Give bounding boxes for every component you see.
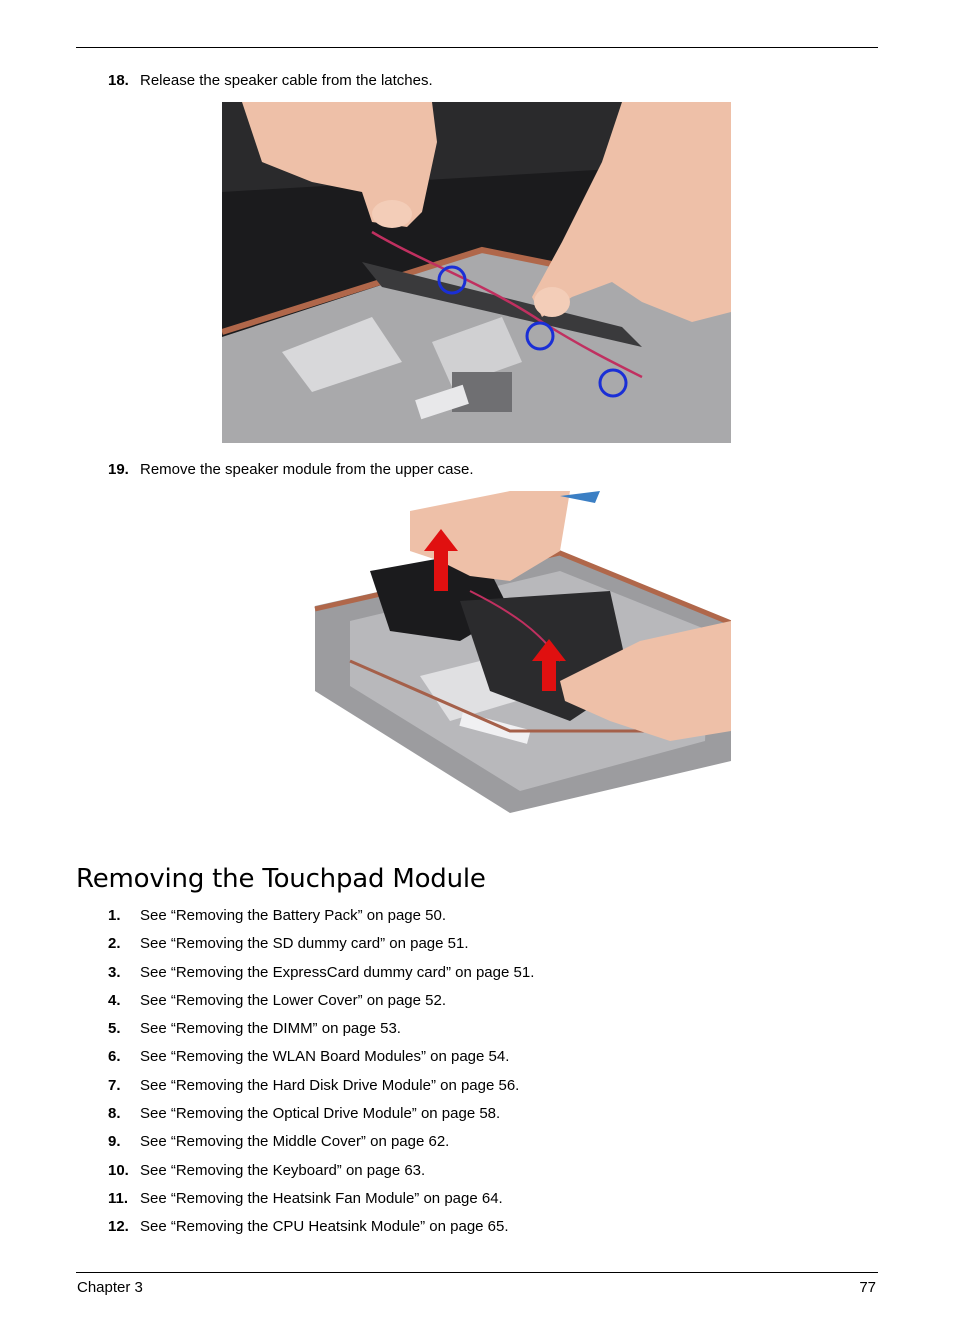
item-text: See “Removing the DIMM” on page 53. [140,1020,401,1038]
item-text: See “Removing the Heatsink Fan Module” on page 64. [140,1189,503,1207]
list-item [108,1190,534,1218]
step-19 [108,461,474,479]
list-item [108,1133,534,1161]
list-item [108,1077,534,1105]
list-item [108,1020,534,1048]
item-number: 7. [108,1076,121,1094]
item-number: 1. [108,907,121,924]
step-text: Remove the speaker module from the upper case. [140,461,474,478]
item-text: See “Removing the Lower Cover” on page 52. [140,991,447,1009]
item-text: See “Removing the Hard Disk Drive Module” on page 56. [140,1076,520,1094]
item-text: See “Removing the Battery Pack” on page 50. [140,907,447,924]
reference-list [108,907,534,1247]
item-text: See “Removing the WLAN Board Modules” on page 54. [140,1048,510,1066]
item-number: 9. [108,1133,121,1151]
step-18 [108,72,433,90]
item-number: 11. [108,1189,129,1207]
item-text: See “Removing the SD dummy card” on page 51. [140,935,469,953]
item-text: See “Removing the Middle Cover” on page 62. [140,1133,450,1151]
step-number: 19. [108,461,129,478]
step-text: Release the speaker cable from the latches. [140,72,433,89]
section-title: Removing the Touchpad Module [76,864,486,894]
list-item [108,907,534,935]
list-item [108,992,534,1020]
footer-page-number: 77 [859,1279,876,1296]
list-item [108,1162,534,1190]
item-number: 12. [108,1218,129,1236]
item-text: See “Removing the CPU Heatsink Module” on page 65. [140,1218,509,1236]
list-item [108,1048,534,1076]
speaker-cable-photo [222,102,731,443]
list-item [108,935,534,963]
list-item [108,1218,534,1246]
footer-rule [76,1272,878,1273]
item-number: 5. [108,1020,121,1038]
list-item [108,1105,534,1133]
step-number: 18. [108,72,129,89]
header-rule [76,47,878,48]
speaker-removal-photo [310,491,731,813]
item-text: See “Removing the Optical Drive Module” on page 58. [140,1105,501,1123]
item-text: See “Removing the Keyboard” on page 63. [140,1161,426,1179]
item-number: 4. [108,991,121,1009]
footer-chapter: Chapter 3 [77,1279,143,1296]
item-number: 2. [108,935,121,953]
item-number: 6. [108,1048,121,1066]
item-number: 3. [108,963,121,981]
item-number: 10. [108,1161,129,1179]
item-text: See “Removing the ExpressCard dummy card” on page 51. [140,963,535,981]
list-item [108,964,534,992]
item-number: 8. [108,1105,121,1123]
